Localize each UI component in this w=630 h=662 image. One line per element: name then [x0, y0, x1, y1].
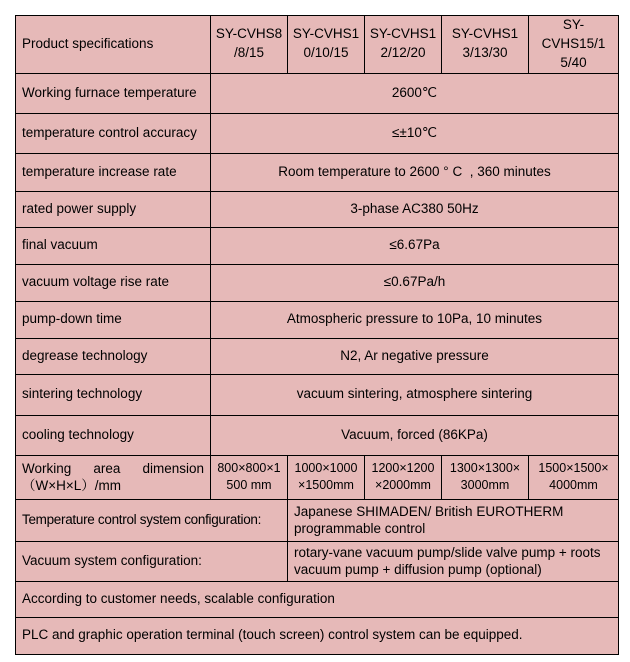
spec-value: 2600℃: [211, 73, 619, 113]
header-label: Product specifications: [16, 16, 211, 74]
dimension-label: Working area dimension （W×H×L）/mm: [16, 455, 211, 499]
spec-row: [16, 338, 619, 374]
model-cell: SY-CVHS15/1 5/40: [529, 16, 619, 74]
spec-row: [16, 191, 619, 227]
spec-label: temperature increase rate: [16, 153, 211, 191]
spec-row: [16, 73, 619, 113]
note-text: PLC and graphic operation terminal (touch screen) control system can be equipped.: [16, 617, 619, 654]
spec-label: Working furnace temperature: [16, 73, 211, 113]
spec-value: 3-phase AC380 50Hz: [211, 191, 619, 227]
spec-value: N2, Ar negative pressure: [211, 338, 619, 374]
model-cell: SY-CVHS8 /8/15: [211, 16, 288, 74]
dimension-value: 1000×1000 ×1500mm: [288, 455, 365, 499]
note-text: According to customer needs, scalable configuration: [16, 581, 619, 617]
model-cell: SY-CVHS1 3/13/30: [442, 16, 529, 74]
spec-value: ≤±10℃: [211, 113, 619, 153]
temp-control-value: Japanese SHIMADEN/ British EUROTHERM programmable control: [288, 499, 619, 541]
spec-value: Room temperature to 2600 ° C , 360 minutes: [211, 153, 619, 191]
spec-value: Vacuum, forced (86KPa): [211, 415, 619, 455]
spec-label: pump-down time: [16, 301, 211, 338]
model-cell: SY-CVHS1 0/10/15: [288, 16, 365, 74]
spec-label: sintering technology: [16, 374, 211, 415]
vacuum-system-value: rotary-vane vacuum pump/slide valve pump + roots vacuum pump + diffusion pump (optional): [288, 541, 619, 581]
spec-value: Atmospheric pressure to 10Pa, 10 minutes: [211, 301, 619, 338]
spec-value: vacuum sintering, atmosphere sintering: [211, 374, 619, 415]
vacuum-system-row: [16, 541, 619, 581]
spec-label: final vacuum: [16, 227, 211, 264]
dimension-value: 1300×1300× 3000mm: [442, 455, 529, 499]
dimension-row: [16, 455, 619, 499]
header-row: [16, 16, 619, 74]
spec-row: [16, 374, 619, 415]
model-cell: SY-CVHS1 2/12/20: [365, 16, 442, 74]
spec-value: ≤0.67Pa/h: [211, 264, 619, 301]
spec-label: temperature control accuracy: [16, 113, 211, 153]
spec-row: [16, 301, 619, 338]
spec-row: [16, 264, 619, 301]
spec-row: [16, 227, 619, 264]
spec-table: [15, 15, 619, 655]
spec-row: [16, 415, 619, 455]
dimension-value: 1500×1500× 4000mm: [529, 455, 619, 499]
temp-control-label: Temperature control system configuration:: [16, 499, 288, 541]
spec-label: degrease technology: [16, 338, 211, 374]
spec-row: [16, 153, 619, 191]
note-row: [16, 617, 619, 654]
note-row: [16, 581, 619, 617]
vacuum-system-label: Vacuum system configuration:: [16, 541, 288, 581]
dimension-value: 1200×1200 ×2000mm: [365, 455, 442, 499]
temp-control-row: [16, 499, 619, 541]
spec-label: vacuum voltage rise rate: [16, 264, 211, 301]
spec-label: cooling technology: [16, 415, 211, 455]
spec-label: rated power supply: [16, 191, 211, 227]
dimension-value: 800×800×1 500 mm: [211, 455, 288, 499]
spec-value: ≤6.67Pa: [211, 227, 619, 264]
spec-row: [16, 113, 619, 153]
